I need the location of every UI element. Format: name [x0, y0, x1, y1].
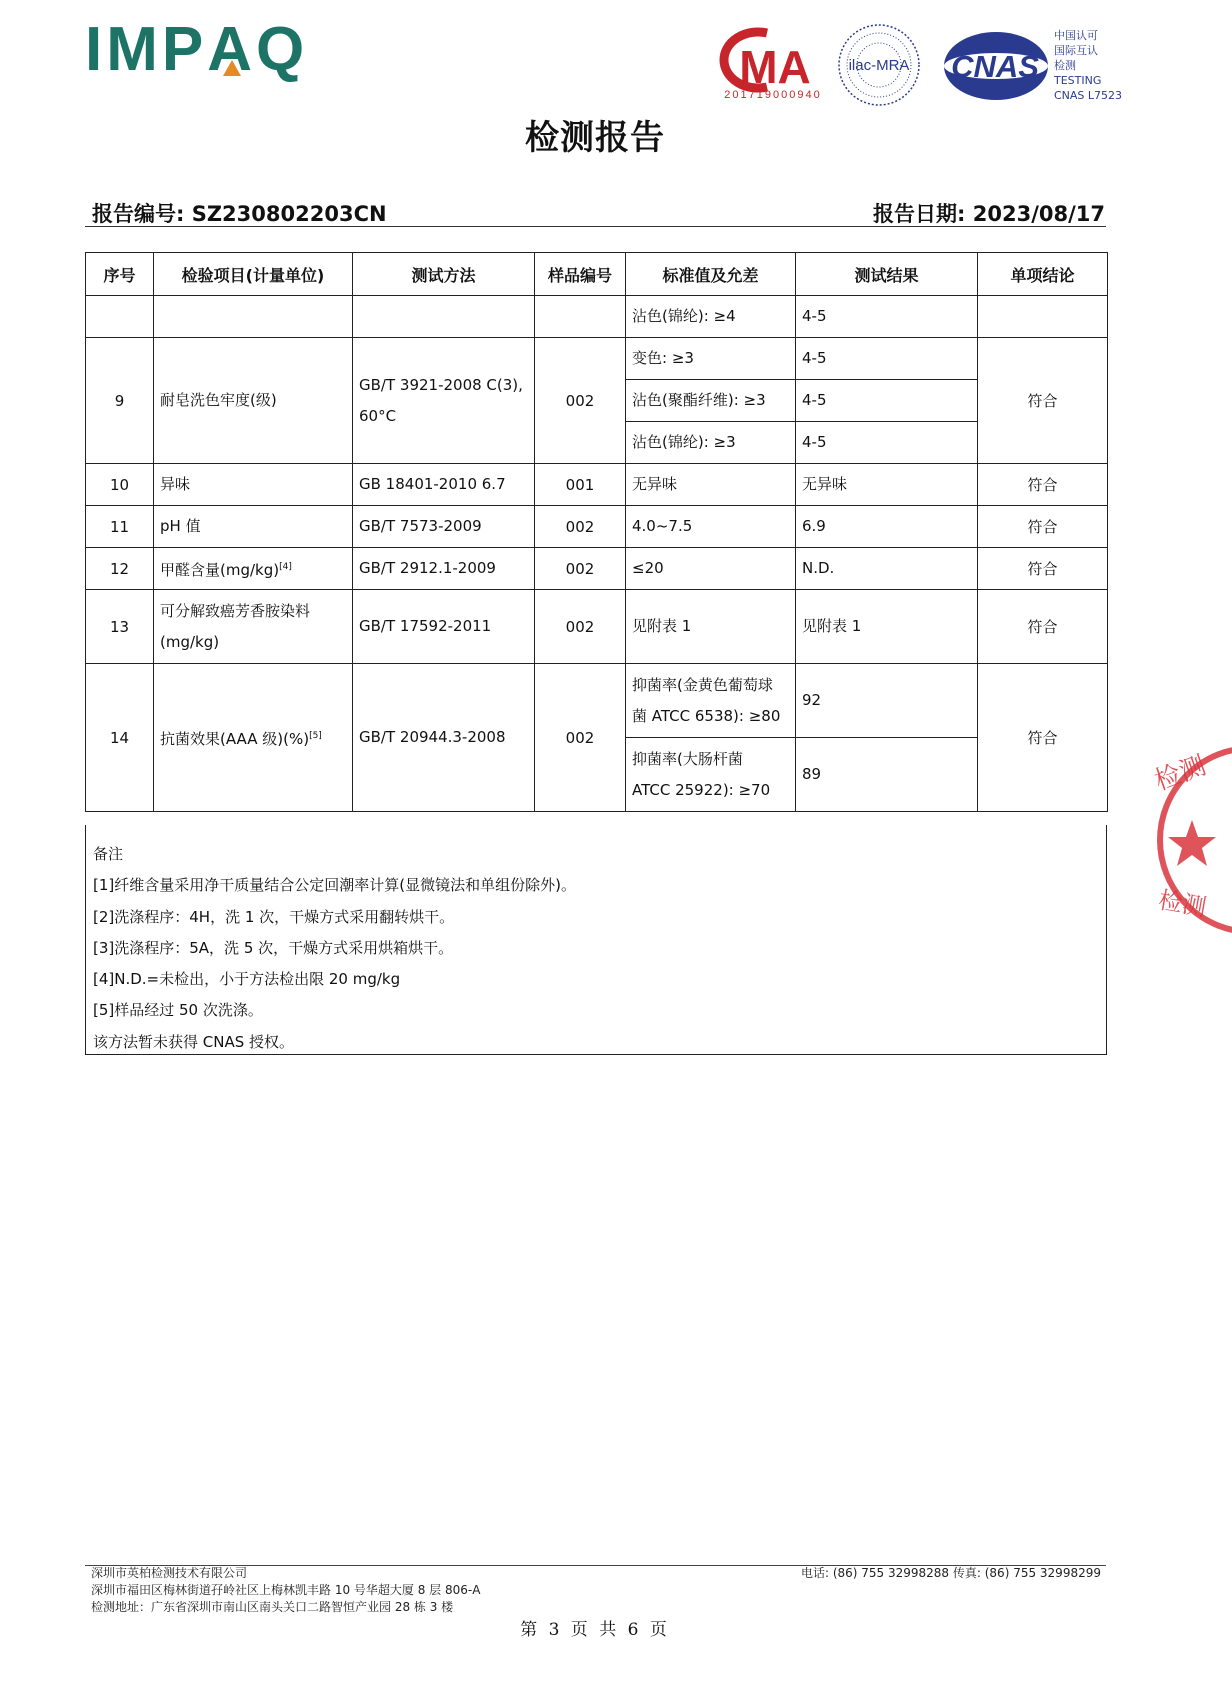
- sample-cell: 002: [535, 590, 626, 664]
- col-header-result: 测试结果: [796, 253, 978, 296]
- logo-text-1: IMP: [85, 15, 208, 84]
- footnote-ref: [5]: [309, 730, 322, 741]
- table-cell: [353, 296, 535, 338]
- sample-cell: 002: [535, 548, 626, 590]
- item-cell: [154, 548, 353, 590]
- notes-box: [85, 825, 1107, 1055]
- table-cell: [154, 296, 353, 338]
- result-cell: 89: [796, 738, 978, 812]
- item-text: 甲醛含量(mg/kg): [160, 560, 280, 579]
- report-number: 报告编号: SZ230802203CN: [92, 202, 387, 226]
- conclusion-cell: 符合: [978, 464, 1108, 506]
- standard-cell: ≤20: [626, 548, 796, 590]
- table-row: [86, 548, 1108, 590]
- cnas-line: 国际互认: [1054, 44, 1098, 57]
- table-cell: [978, 296, 1108, 338]
- footer-test-address: 检测地址：广东省深圳市南山区南头关口二路智恒产业园 28 栋 3 楼: [91, 1600, 454, 1614]
- item-cell: 耐皂洗色牢度(级): [154, 338, 353, 464]
- report-date: 报告日期: 2023/08/17: [873, 202, 1105, 226]
- method-cell: GB/T 20944.3-2008: [353, 664, 535, 812]
- item-line: 可分解致癌芳香胺染料: [160, 601, 311, 620]
- conclusion-cell: 符合: [978, 590, 1108, 664]
- result-cell: 见附表 1: [796, 590, 978, 664]
- cnas-logo: [937, 27, 1055, 105]
- cnas-line: 检测: [1054, 59, 1076, 72]
- method-cell: [353, 338, 535, 464]
- table-row: [86, 296, 1108, 338]
- page-number: 第 3 页 共 6 页: [520, 1620, 670, 1640]
- conclusion-cell: 符合: [978, 338, 1108, 464]
- conclusion-cell: 符合: [978, 664, 1108, 812]
- cnas-side-text: [1054, 28, 1122, 103]
- no-cell: 14: [86, 664, 154, 812]
- result-cell: N.D.: [796, 548, 978, 590]
- col-header-conclusion: 单项结论: [978, 253, 1108, 296]
- result-cell: 92: [796, 664, 978, 738]
- note-line: [5]样品经过 50 次洗涤。: [93, 1001, 263, 1020]
- item-cell: pH 值: [154, 506, 353, 548]
- cma-number: 201719000940: [724, 89, 822, 101]
- standard-cell: 无异味: [626, 464, 796, 506]
- item-cell: [154, 590, 353, 664]
- item-line: (mg/kg): [160, 632, 220, 651]
- standard-cell: [626, 664, 796, 738]
- col-header-sample: 样品编号: [535, 253, 626, 296]
- standard-cell: 见附表 1: [626, 590, 796, 664]
- no-cell: 11: [86, 506, 154, 548]
- standard-cell: 变色: ≥3: [626, 338, 796, 380]
- ilac-text: ilac-MRA: [848, 57, 910, 74]
- table-row: [86, 506, 1108, 548]
- logo-a-letter: A: [207, 15, 257, 84]
- results-table: [85, 252, 1108, 812]
- no-cell: 10: [86, 464, 154, 506]
- table-header-row: [86, 253, 1108, 296]
- cnas-line: CNAS L7523: [1054, 89, 1123, 102]
- no-cell: 9: [86, 338, 154, 464]
- header-divider: [85, 226, 1106, 227]
- footnote-ref: [4]: [279, 561, 292, 572]
- method-cell: GB 18401-2010 6.7: [353, 464, 535, 506]
- table-row: [86, 338, 1108, 380]
- col-header-standard: 标准值及允差: [626, 253, 796, 296]
- item-cell: 异味: [154, 464, 353, 506]
- conclusion-cell: 符合: [978, 548, 1108, 590]
- standard-cell: 4.0~7.5: [626, 506, 796, 548]
- logo-text-3: Q: [256, 15, 309, 84]
- conclusion-cell: 符合: [978, 506, 1108, 548]
- sample-cell: 002: [535, 506, 626, 548]
- standard-line: 抑菌率(金黄色葡萄球: [632, 675, 773, 694]
- method-line: GB/T 3921-2008 C(3),: [359, 375, 523, 394]
- sample-cell: 001: [535, 464, 626, 506]
- note-line: [2]洗涤程序：4H，洗 1 次，干燥方式采用翻转烘干。: [93, 907, 455, 926]
- table-row: [86, 664, 1108, 738]
- impaq-logo: [85, 15, 309, 84]
- table-row: [86, 590, 1108, 664]
- standard-line: 菌 ATCC 6538): ≥80: [632, 706, 781, 725]
- standard-cell: [626, 738, 796, 812]
- method-cell: GB/T 17592-2011: [353, 590, 535, 664]
- note-line: [4]N.D.=未检出，小于方法检出限 20 mg/kg: [93, 970, 401, 989]
- no-cell: 12: [86, 548, 154, 590]
- note-line: [3]洗涤程序：5A，洗 5 次，干燥方式采用烘箱烘干。: [93, 938, 454, 957]
- item-cell: [154, 664, 353, 812]
- result-cell: 4-5: [796, 380, 978, 422]
- standard-cell: 沾色(锦纶): ≥4: [626, 296, 796, 338]
- table-row: [86, 464, 1108, 506]
- sample-cell: 002: [535, 338, 626, 464]
- result-cell: 4-5: [796, 338, 978, 380]
- table-cell: [86, 296, 154, 338]
- method-line: 60°C: [359, 406, 397, 425]
- footer-left: [91, 1565, 480, 1616]
- result-cell: 4-5: [796, 422, 978, 464]
- cma-text: MA: [739, 41, 811, 93]
- sample-cell: 002: [535, 664, 626, 812]
- official-seal-stamp: [1152, 740, 1232, 940]
- col-header-item: 检验项目(计量单位): [154, 253, 353, 296]
- result-cell: 4-5: [796, 296, 978, 338]
- table-cell: [535, 296, 626, 338]
- result-cell: 无异味: [796, 464, 978, 506]
- result-cell: 6.9: [796, 506, 978, 548]
- footer-company: 深圳市英柏检测技术有限公司: [91, 1566, 248, 1580]
- standard-line: 抑菌率(大肠杆菌: [632, 749, 743, 768]
- footer-address: 深圳市福田区梅林街道孖岭社区上梅林凯丰路 10 号华超大厦 8 层 806-A: [91, 1583, 481, 1597]
- col-header-no: 序号: [86, 253, 154, 296]
- item-text: 抗菌效果(AAA 级)(%): [160, 729, 310, 748]
- standard-line: ATCC 25922): ≥70: [632, 780, 771, 799]
- ilac-mra-logo: [836, 22, 922, 108]
- seal-text-bottom: 检测: [1156, 885, 1209, 922]
- logo-triangle-icon: [223, 60, 241, 76]
- seal-text-top: 检测: [1150, 750, 1210, 797]
- note-line: 该方法暂未获得 CNAS 授权。: [93, 1032, 295, 1051]
- cnas-logo-text: CNAS: [951, 49, 1039, 84]
- document-title: 检测报告: [525, 118, 665, 158]
- note-line: [1]纤维含量采用净干质量结合公定回潮率计算(显微镜法和单组份除外)。: [93, 876, 576, 895]
- cnas-line: 中国认可: [1054, 29, 1098, 42]
- col-header-method: 测试方法: [353, 253, 535, 296]
- standard-cell: 沾色(聚酯纤维): ≥3: [626, 380, 796, 422]
- notes-heading: 备注: [93, 845, 124, 863]
- method-cell: GB/T 7573-2009: [353, 506, 535, 548]
- cnas-line: TESTING: [1054, 74, 1102, 87]
- method-cell: GB/T 2912.1-2009: [353, 548, 535, 590]
- standard-cell: 沾色(锦纶): ≥3: [626, 422, 796, 464]
- footer-contact: 电话: (86) 755 32998288 传真: (86) 755 32998299: [800, 1566, 1101, 1580]
- no-cell: 13: [86, 590, 154, 664]
